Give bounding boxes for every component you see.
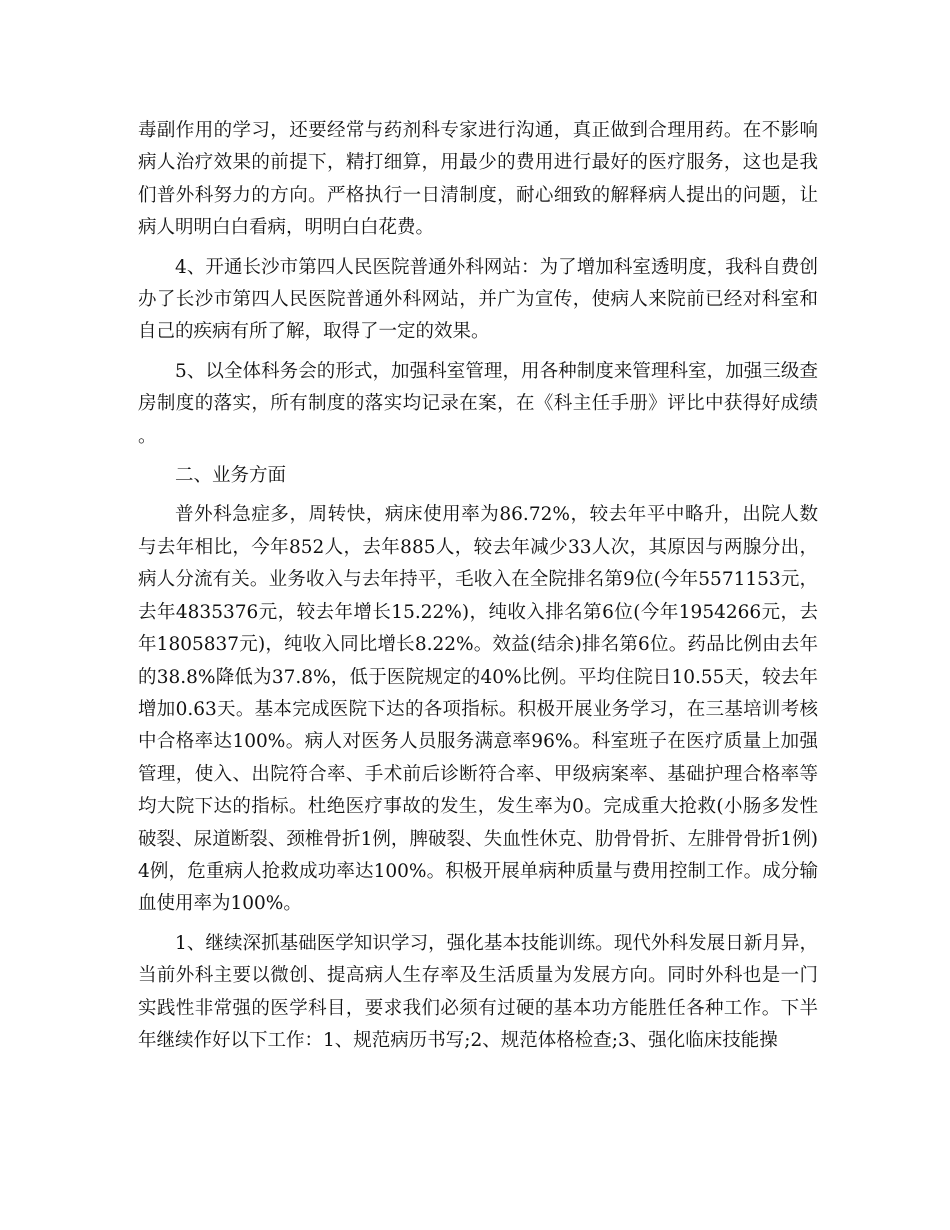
paragraph-1: 毒副作用的学习，还要经常与药剂科专家进行沟通，真正做到合理用药。在不影响病人治疗效果的前提下，精打细算，用最少的费用进行最好的医疗服务，这也是我们普外科努力的方向。严格执行一日清制度，耐心细致的解释病人提出的问题，让病人明明白白看病，明明白白花费。 xyxy=(138,120,818,239)
section-heading: 二、业务方面 xyxy=(175,465,287,487)
paragraph-3: 5、以全体科务会的形式，加强科室管理，用各种制度来管理科室，加强三级查房制度的落实，所有制度的落实均记录在案，在《科主任手册》评比中获得好成绩。 xyxy=(138,360,818,447)
paragraph-4: 普外科急症多，周转快，病床使用率为86.72%，较去年平中略升，出院人数与去年相比，今年852人，去年885人，较去年减少33人次，其原因与两腺分出，病人分流有关。业务收入与去年持平，毛收入在全院排名第9位(今年5571153元，去年4835376元，较去年增长15.22%)，纯收入排名第6位(今年1954266元，去年1805837元)，纯收入同比增长8.22%。效益(结余)排名第6位。药品比例由去年的38.8%降低为37.8%，低于医院规定的40%比例。平均住院日10.55天，较去年增加0.63天。基本完成医院下达的各项指标。积极开展业务学习，在三基培训考核中合格率达100%。病人对医务人员服务满意率96%。科室班子在医疗质量上加强管理，使入、出院符合率、手术前后诊断符合率、甲级病案率、基础护理合格率等均大院下达的指标。杜绝医疗事故的发生，发生率为0。完成重大抢救(小肠多发性破裂、尿道断裂、颈椎骨折1例，脾破裂、失血性休克、肋骨骨折、左腓骨骨折1例)4例，危重病人抢救成功率达100%。积极开展单病种质量与费用控制工作。成分输血使用率为100%。 xyxy=(138,504,819,915)
paragraph-5: 1、继续深抓基础医学知识学习，强化基本技能训练。现代外科发展日新月异，当前外科主要以微创、提高病人生存率及生活质量为发展方向。同时外科也是一门实践性非常强的医学科目，要求我们必须有过硬的基本功方能胜任各种工作。下半年继续作好以下工作：1、规范病历书写;2、规范体格检查;3、强化临床技能操 xyxy=(138,932,818,1051)
document-body xyxy=(138,115,818,1057)
paragraph-2: 4、开通长沙市第四人民医院普通外科网站：为了增加科室透明度，我科自费创办了长沙市第四人民医院普通外科网站，并广为宣传，使病人来院前已经对科室和自己的疾病有所了解，取得了一定的效果。 xyxy=(138,256,818,343)
